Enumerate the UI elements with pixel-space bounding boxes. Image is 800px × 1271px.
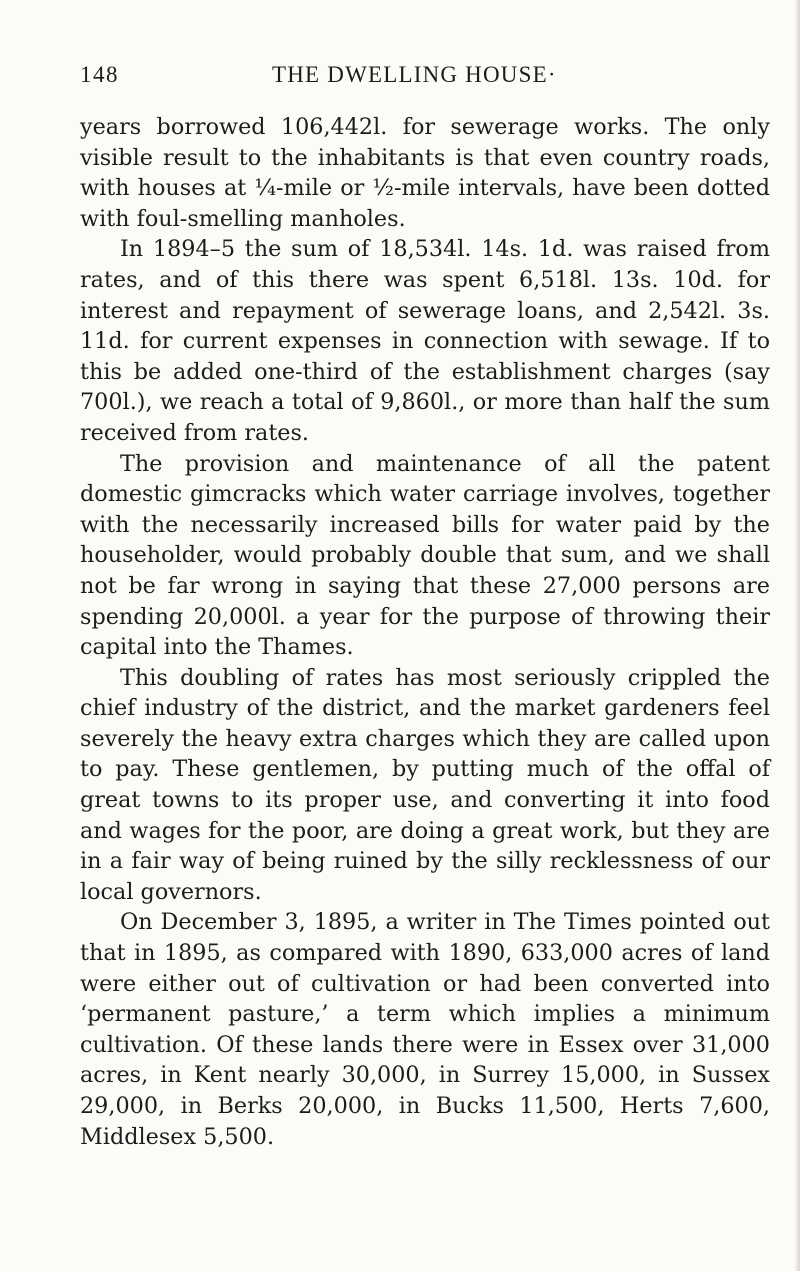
page-edge-shadow bbox=[794, 0, 800, 1271]
running-head: THE DWELLING HOUSE· bbox=[272, 62, 557, 87]
page-number: 148 bbox=[80, 62, 119, 87]
paragraph-times-report: On December 3, 1895, a writer in The Times pointed out that in 1895, as compared with 1890, 633,000 acres of land were either out of cultivation or had been converted into ‘permanent pasture,’ a term which implies a minimum cultivation. Of these lands there were in Essex over 31,000 acres, in Kent nearly 30,000, in Surrey 15,000, in Sussex 29,000, in Berks 20,000, in Bucks 11,500, Herts 7,600, Middlesex 5,500. bbox=[80, 909, 770, 1150]
paragraph-gimcracks: The provision and maintenance of all the patent domestic gimcracks which water carriage involves, together with the necessarily increased bills for water paid by the householder, would probably double that sum, and we shall not be far wrong in saying that these 27,000 persons are spending 20,000l. a year for the purpose of throwing their capital into the Thames. bbox=[80, 450, 770, 661]
paragraph-market-gardeners: This doubling of rates has most seriously crippled the chief industry of the district, and the market gardeners feel severely the heavy extra charges which they are called upon to pay. These gentlemen, by putting much of the offal of great towns to its proper use, and converting it into food and wages for the poor, are doing a great work, but they are in a fair way of being ruined by the silly recklessness of our local governors. bbox=[80, 664, 770, 905]
paragraph-continued: years borrowed 106,442l. for sewerage works. The only visible result to the inhabitants is that even country roads, with houses at ¼-mile or ½-mile intervals, have been dotted with foul-smelling manholes. bbox=[80, 114, 770, 232]
paragraph-rates: In 1894–5 the sum of 18,534l. 14s. 1d. was raised from rates, and of this there was spent 6,518l. 13s. 10d. for interest and repayment of sewerage loans, and 2,542l. 3s. 11d. for current expenses in connection with sewage. If to this be added one-third of the establishment charges (say 700l.), we reach a total of 9,860l., or more than half the sum received from rates. bbox=[80, 236, 770, 446]
body-text bbox=[80, 112, 770, 1152]
page-header bbox=[80, 62, 740, 96]
